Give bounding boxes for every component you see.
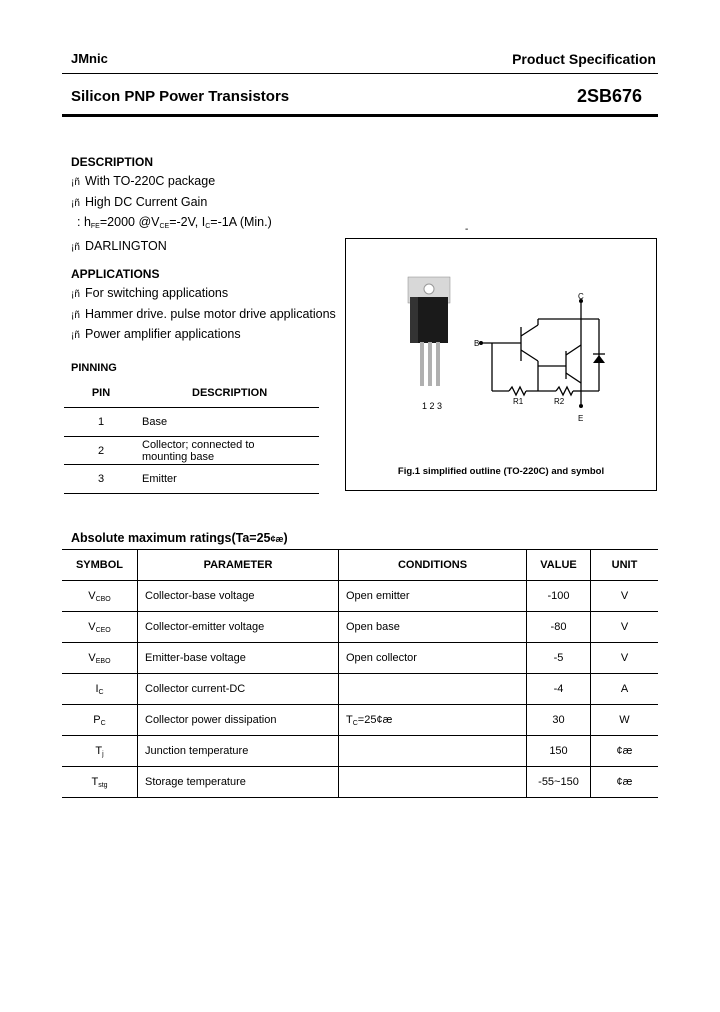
document-type: Product Specification xyxy=(512,51,656,67)
package-and-circuit-figure xyxy=(346,239,656,490)
conditions-cell xyxy=(339,674,527,705)
unit-cell: V xyxy=(591,643,659,674)
figure-caption: Fig.1 simplified outline (TO-220C) and symbol xyxy=(397,466,605,477)
description-list xyxy=(71,172,272,257)
table-row xyxy=(62,674,658,705)
unit-cell: A xyxy=(591,674,659,705)
value-cell: -55~150 xyxy=(527,767,591,798)
list-item xyxy=(71,325,336,346)
parameter-cell: Collector-emitter voltage xyxy=(138,612,339,643)
pinning-heading: PINNING xyxy=(71,362,117,374)
r1-label: R1 xyxy=(513,397,524,406)
r2-label: R2 xyxy=(554,397,565,406)
applications-list xyxy=(71,284,336,346)
base-label: B xyxy=(474,339,480,348)
ratings-table xyxy=(62,549,658,798)
conditions-cell: $T_C=25¢æ$ xyxy=(339,705,527,736)
conditions-cell: Open base xyxy=(339,612,527,643)
darlington-symbol xyxy=(481,303,599,404)
bullet-icon: ¡ñ xyxy=(71,177,80,188)
parameter-cell: Collector power dissipation xyxy=(138,705,339,736)
list-item xyxy=(71,237,272,258)
list-item xyxy=(71,172,272,193)
to220-package-image xyxy=(408,277,450,386)
pin-numbers-label: 1 2 3 xyxy=(422,401,443,411)
col-conditions: CONDITIONS xyxy=(339,550,527,581)
table-header-row xyxy=(64,379,319,408)
brand-name: JMnic xyxy=(71,51,108,66)
parameter-cell: Collector-base voltage xyxy=(138,581,339,612)
table-row xyxy=(62,736,658,767)
value-cell: 150 xyxy=(527,736,591,767)
symbol-cell: $I_C$ xyxy=(62,674,138,705)
parameter-cell: Emitter-base voltage xyxy=(138,643,339,674)
table-row xyxy=(64,408,319,437)
parameter-cell: Storage temperature xyxy=(138,767,339,798)
pin-number: 1 xyxy=(64,408,138,437)
ratings-title: Absolute maximum ratings(Ta=25¢æ) xyxy=(71,531,288,545)
table-header-row xyxy=(62,550,658,581)
symbol-cell: $T_j$ xyxy=(62,736,138,767)
value-cell: 30 xyxy=(527,705,591,736)
table-row xyxy=(62,643,658,674)
hfe-spec: : $h_{FE}=2000$ $@V_{CE}=-2V$, $I_C=-1A$ (Min.) xyxy=(77,215,272,231)
col-description: DESCRIPTION xyxy=(138,379,319,408)
unit-cell: W xyxy=(591,705,659,736)
list-item xyxy=(71,305,336,326)
symbol-cell: $V_{CBO}$ xyxy=(62,581,138,612)
table-row xyxy=(62,705,658,736)
list-item xyxy=(71,284,336,305)
applications-heading: APPLICATIONS xyxy=(71,267,160,281)
value-cell: -4 xyxy=(527,674,591,705)
col-parameter: PARAMETER xyxy=(138,550,339,581)
table-row xyxy=(64,437,319,465)
col-pin: PIN xyxy=(64,379,138,408)
list-item xyxy=(71,193,272,214)
col-value: VALUE xyxy=(527,550,591,581)
figure-box xyxy=(345,238,657,491)
collector-label: C xyxy=(578,292,584,301)
pinning-table xyxy=(64,379,319,494)
list-item-text: Power amplifier applications xyxy=(85,327,241,342)
bullet-icon: ¡ñ xyxy=(71,330,80,342)
bullet-icon: ¡ñ xyxy=(71,197,80,209)
list-item-text: DARLINGTON xyxy=(85,238,167,253)
table-row xyxy=(62,581,658,612)
value-cell: -5 xyxy=(527,643,591,674)
product-title: Silicon PNP Power Transistors xyxy=(71,88,290,105)
unit-cell: V xyxy=(591,581,659,612)
conditions-cell: Open collector xyxy=(339,643,527,674)
table-row xyxy=(62,767,658,798)
list-item-text: High DC Current Gain xyxy=(85,194,208,209)
col-unit: UNIT xyxy=(591,550,659,581)
value-cell: -80 xyxy=(527,612,591,643)
symbol-cell: $P_C$ xyxy=(62,705,138,736)
symbol-cell: $V_{CEO}$ xyxy=(62,612,138,643)
pin-number: 3 xyxy=(64,465,138,494)
conditions-cell xyxy=(339,736,527,767)
table-row xyxy=(64,465,319,494)
emitter-label: E xyxy=(578,414,584,423)
value-cell: -100 xyxy=(527,581,591,612)
list-item-text: For switching applications xyxy=(85,286,229,300)
bullet-icon: ¡ñ xyxy=(71,289,80,300)
unit-cell: ¢æ xyxy=(591,736,659,767)
pin-description: Collector; connected to mounting base xyxy=(138,437,319,465)
figure-mark: - xyxy=(465,224,469,235)
list-item-text: Hammer drive. pulse motor drive applications xyxy=(85,306,336,321)
header-rule xyxy=(62,73,658,74)
pin-number: 2 xyxy=(64,437,138,465)
parameter-cell: Collector current-DC xyxy=(138,674,339,705)
pin-description: Base xyxy=(138,408,319,437)
table-row xyxy=(62,612,658,643)
diode-symbol xyxy=(593,355,605,363)
col-symbol: SYMBOL xyxy=(62,550,138,581)
pin-description: Emitter xyxy=(138,465,319,494)
conditions-cell xyxy=(339,767,527,798)
bullet-icon: ¡ñ xyxy=(71,241,80,253)
unit-cell: ¢æ xyxy=(591,767,659,798)
part-number: 2SB676 xyxy=(576,86,642,106)
title-rule xyxy=(62,114,658,117)
parameter-cell: Junction temperature xyxy=(138,736,339,767)
conditions-cell: Open emitter xyxy=(339,581,527,612)
symbol-cell: $T_{stg}$ xyxy=(62,767,138,798)
description-heading: DESCRIPTION xyxy=(71,155,154,169)
bullet-icon: ¡ñ xyxy=(71,309,80,321)
list-item-text: With TO-220C package xyxy=(85,174,216,188)
unit-cell: V xyxy=(591,612,659,643)
symbol-cell: $V_{EBO}$ xyxy=(62,643,138,674)
